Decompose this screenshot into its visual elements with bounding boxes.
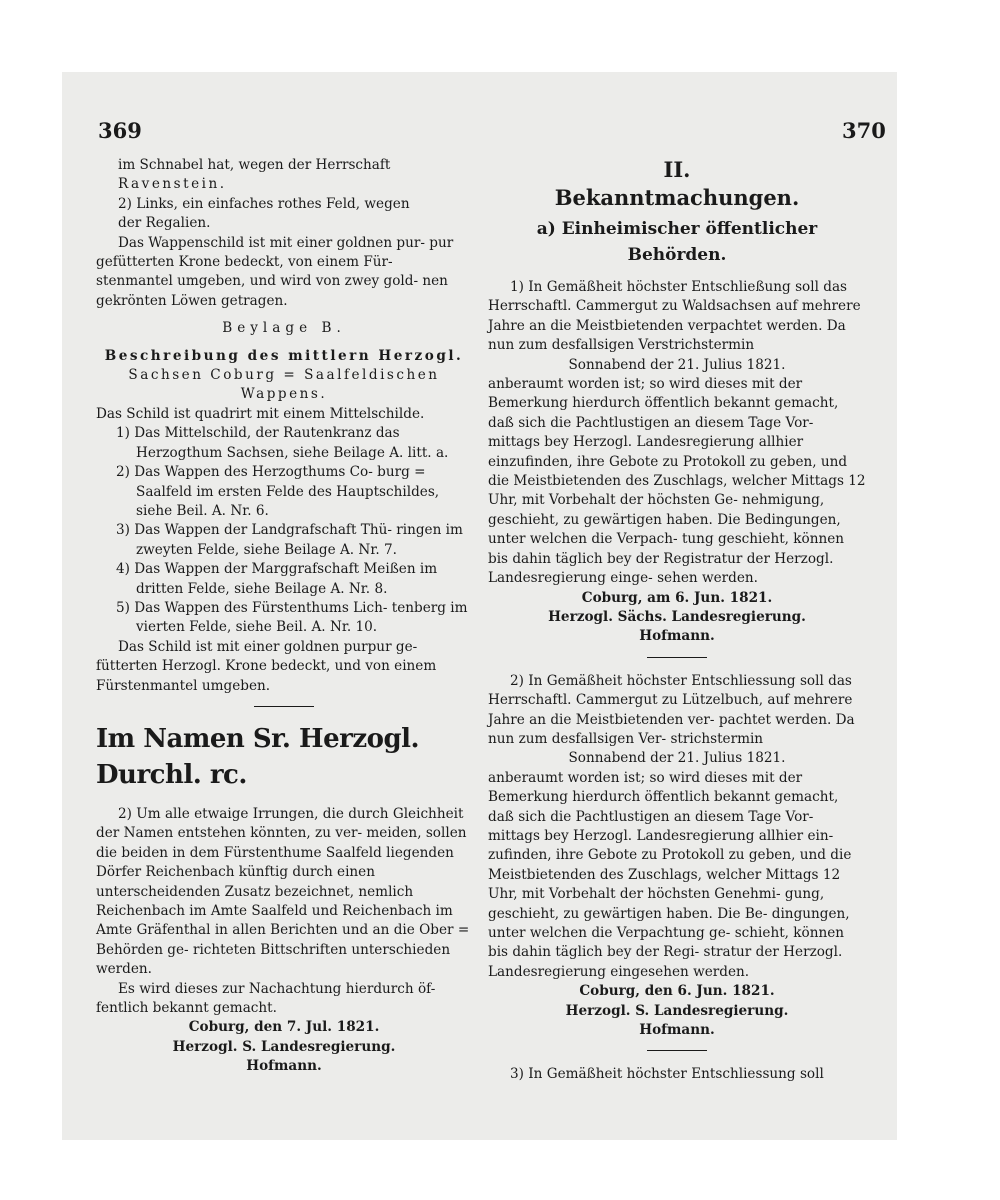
left-page-number: 369 bbox=[98, 118, 142, 143]
beylage-title: Sachsen Coburg = Saalfeldischen bbox=[128, 367, 440, 384]
decree-heading: Im Namen Sr. Herzogl. Durchl. rc. bbox=[96, 723, 420, 790]
paragraph: Es wird dieses zur Nachachtung hierdurch öf- fentlich bekannt gemacht. bbox=[96, 980, 436, 1017]
text-line: 2) Links, ein einfaches rothes Feld, wegen bbox=[118, 195, 410, 212]
authority: Herzogl. Sächs. Landesregierung. bbox=[548, 608, 806, 625]
text-line: im Schnabel hat, wegen der Herrschaft bbox=[118, 157, 391, 173]
paragraph: 2) Um alle etwaige Irrungen, die durch Gleichheit der Namen entstehen könnten, zu ver- meiden, sollen die beiden in dem Fürstenthume Saalfeld liegenden Dörfer Reichenbach künftig durch einen unterscheidenden Zusatz bezeichnet, nemlich Reichenbach im Amte Saalfeld und Reichenbach im Amte Gräfenthal in allen Berichten und an die Ober = Behörden ge- richteten Bittschriften unterschieden werden. bbox=[96, 805, 470, 978]
text-line: der Regalien. bbox=[118, 215, 211, 232]
list-item: 3) Das Wappen der Landgrafschaft Thü- ringen im zweyten Felde, siehe Beilage A. Nr. 7. bbox=[116, 522, 463, 558]
place-date: Coburg, den 6. Jun. 1821. bbox=[579, 983, 775, 1000]
notice-text: 2) In Gemäßheit höchster Entschliessung soll das Herrschaftl. Cammergut zu Lützelbuch, auf mehrere Jahre an die Meistbietenden ver- pachtet werden. Da nun zum desfallsigen Ver- strichstermin bbox=[488, 672, 855, 747]
notice-text: anberaumt worden ist; so wird dieses mit der Bemerkung hierdurch öffentlich bekannt gemacht, daß sich die Pachtlustigen an diesem Tage Vor- mittags bey Herzogl. Landesregierung allhier einzufinden, ihre Gebote zu Protokoll zu geben, und die Meistbietenden des Zuschlags, welcher Mittags 12 Uhr, mit Vorbehalt der höchsten Ge- nehmigung, geschieht, zu gewärtigen haben. Die Bedingungen, unter welchen die Verpach- tung geschieht, können bis dahin täglich bey der Registratur der Herzogl. Landesregierung einge- sehen werden. bbox=[488, 376, 866, 587]
shield-intro: Das Schild ist quadrirt mit einem Mittelschilde. bbox=[96, 405, 425, 422]
subsection-title: a) Einheimischer öffentlicher Behörden. bbox=[536, 219, 818, 265]
text-line: Ravenstein. bbox=[118, 176, 227, 193]
authority: Herzogl. S. Landesregierung. bbox=[565, 1002, 789, 1019]
divider bbox=[647, 1050, 707, 1051]
authority: Herzogl. S. Landesregierung. bbox=[172, 1038, 396, 1055]
paragraph: Das Schild ist mit einer goldnen purpur ge- fütterten Herzogl. Krone bedeckt, und von einem Fürstenmantel umgeben. bbox=[96, 638, 437, 694]
right-column bbox=[488, 156, 866, 1085]
paragraph: Das Wappenschild ist mit einer goldnen pur- pur gefütterten Krone bedeckt, von einem Für- stenmantel umgeben, und wird von zwey gold- nen gekrönten Löwen getragen. bbox=[96, 234, 454, 309]
beylage-heading: Beylage B. bbox=[222, 320, 346, 337]
notice-text: 3) In Gemäßheit höchster Entschliessung soll bbox=[510, 1066, 824, 1083]
divider bbox=[647, 657, 707, 658]
beylage-title: Beschreibung des mittlern Herzogl. bbox=[104, 347, 464, 364]
list-item: 1) Das Mittelschild, der Rautenkranz das Herzogthum Sachsen, siehe Beilage A. litt. a. bbox=[116, 425, 449, 461]
notice-date: Sonnabend der 21. Julius 1821. bbox=[568, 356, 786, 373]
signer: Hofmann. bbox=[639, 1022, 715, 1039]
signer: Hofmann. bbox=[246, 1058, 322, 1075]
section-number: II. bbox=[663, 157, 691, 182]
list-item: 2) Das Wappen des Herzogthums Co- burg = Saalfeld im ersten Felde des Hauptschildes, siehe Beil. A. Nr. 6. bbox=[116, 464, 440, 519]
place-date: Coburg, den 7. Jul. 1821. bbox=[188, 1019, 380, 1036]
list-item: 5) Das Wappen des Fürstenthums Lich- tenberg im vierten Felde, siehe Beil. A. Nr. 10. bbox=[116, 599, 468, 636]
list-item: 4) Das Wappen der Marggrafschaft Meißen im dritten Felde, siehe Beilage A. Nr. 8. bbox=[116, 561, 438, 597]
notice-text: 1) In Gemäßheit höchster Entschließung soll das Herrschaftl. Cammergut zu Waldsachsen auf mehrere Jahre an die Meistbietenden verpachtet werden. Da nun zum desfallsigen Verstrichstermin bbox=[488, 279, 861, 354]
left-column bbox=[96, 156, 472, 1077]
notice-text: anberaumt worden ist; so wird dieses mit der Bemerkung hierdurch öffentlich bekannt gemacht, daß sich die Pachtlustigen an diesem Tage Vor- mittags bey Herzogl. Landesregierung allhier ein- zufinden, ihre Gebote zu Protokoll zu geben, und die Meistbietenden des Zuschlags, welcher Mittags 12 Uhr, mit Vorbehalt der höchsten Genehmi- gung, geschieht, zu gewärtigen haben. Die Be- dingungen, unter welchen die Verpachtung ge- schieht, können bis dahin täglich bey der Regi- stratur der Herzogl. Landesregierung eingesehen werden. bbox=[488, 769, 852, 980]
section-title: Bekanntmachungen. bbox=[554, 185, 800, 210]
place-date: Coburg, am 6. Jun. 1821. bbox=[581, 589, 773, 606]
beylage-title: Wappens. bbox=[240, 386, 328, 403]
right-page-number: 370 bbox=[842, 118, 886, 143]
divider bbox=[254, 706, 314, 707]
signer: Hofmann. bbox=[639, 628, 715, 645]
notice-date: Sonnabend der 21. Julius 1821. bbox=[568, 750, 786, 767]
